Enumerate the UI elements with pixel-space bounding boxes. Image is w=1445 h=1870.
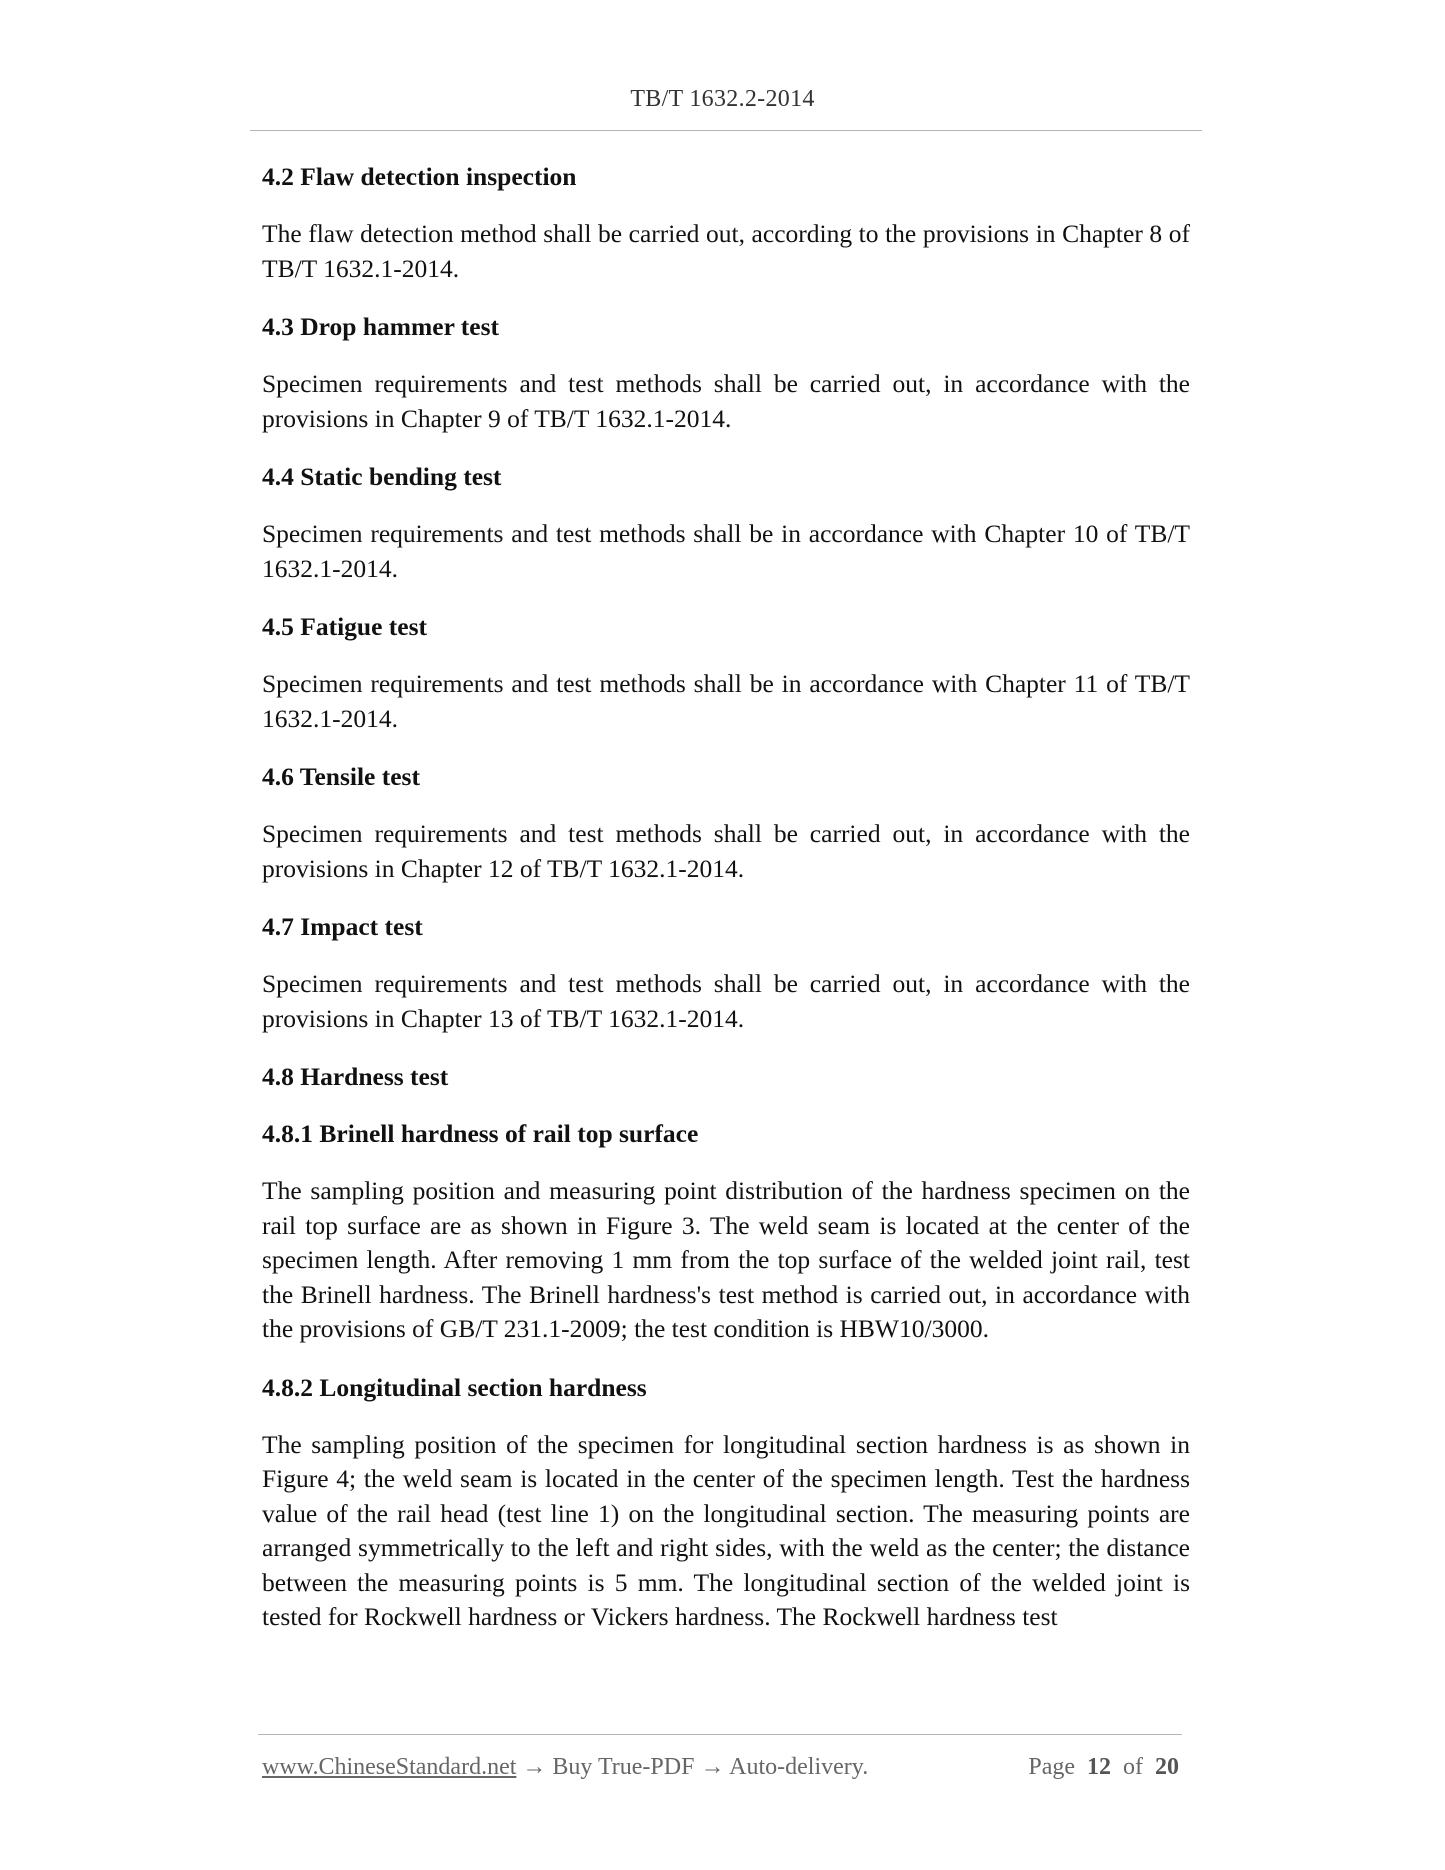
site-link[interactable]: www.ChineseStandard.net [262, 1754, 517, 1780]
running-header: TB/T 1632.2-2014 [630, 86, 815, 112]
section-paragraph-4-2: The flaw detection method shall be carried out, according to the provisions in Chapter 8 of TB/T 1632.1-2014. [262, 219, 1190, 283]
section-heading-4-6: 4.6 Tensile test [262, 762, 420, 791]
page-label: Page [1028, 1754, 1075, 1780]
section-paragraph-4-8-1: The sampling position and measuring point distribution of the hardness specimen on the rail top surface are as shown in Figure 3. The weld seam is located at the center of the specimen length. After removing 1 mm from the top surface of the welded joint rail, test the Brinell hardness. The Brinell hardness's test method is carried out, in accordance with the provisions of GB/T 231.1-2009; the test condition is HBW10/3000. [262, 1176, 1190, 1343]
footer-divider [258, 1734, 1182, 1735]
section-paragraph-4-8-2: The sampling position of the specimen for longitudinal section hardness is as shown in Figure 4; the weld seam is located in the center of the specimen length. Test the hardness value of the rail head (test line 1) on the longitudinal section. The measuring points are arranged symmetrically to the left and right sides, with the weld as the center; the distance between the measuring points is 5 mm. The longitudinal section of the welded joint is tested for Rockwell hardness or Vickers hardness. The Rockwell hardness test [262, 1429, 1190, 1631]
footer-promo [262, 1754, 868, 1781]
header-divider [250, 130, 1202, 131]
section-paragraph-4-3: Specimen requirements and test methods shall be carried out, in accordance with the provisions in Chapter 9 of TB/T 1632.1-2014. [262, 369, 1190, 433]
auto-delivery-text: Auto-delivery. [729, 1754, 869, 1780]
section-heading-4-7: 4.7 Impact test [262, 912, 423, 941]
section-heading-4-8: 4.8 Hardness test [262, 1062, 449, 1091]
page-of-label: of [1123, 1754, 1143, 1780]
document-body [262, 160, 1190, 1659]
page-indicator [1028, 1754, 1179, 1781]
section-heading-4-8-2: 4.8.2 Longitudinal section hardness [262, 1372, 647, 1402]
section-paragraph-4-7: Specimen requirements and test methods shall be carried out, in accordance with the provisions in Chapter 13 of TB/T 1632.1-2014. [262, 969, 1190, 1033]
section-paragraph-4-5: Specimen requirements and test methods shall be in accordance with Chapter 11 of TB/T 1632.1-2014. [262, 669, 1190, 733]
section-heading-4-4: 4.4 Static bending test [262, 462, 502, 491]
section-heading-4-2: 4.2 Flaw detection inspection [262, 162, 577, 191]
section-paragraph-4-4: Specimen requirements and test methods shall be in accordance with Chapter 10 of TB/T 1632.1-2014. [262, 519, 1190, 583]
arrow-right-icon: → [700, 1754, 725, 1780]
section-heading-4-3: 4.3 Drop hammer test [262, 312, 500, 341]
section-paragraph-4-6: Specimen requirements and test methods shall be carried out, in accordance with the provisions in Chapter 12 of TB/T 1632.1-2014. [262, 819, 1190, 883]
page-current: 12 [1087, 1754, 1111, 1780]
section-heading-4-8-1: 4.8.1 Brinell hardness of rail top surface [262, 1119, 699, 1148]
page-total: 20 [1155, 1754, 1179, 1780]
arrow-right-icon: → [522, 1754, 547, 1780]
buy-true-pdf-text: Buy True-PDF [552, 1754, 695, 1780]
section-heading-4-5: 4.5 Fatigue test [262, 612, 428, 641]
